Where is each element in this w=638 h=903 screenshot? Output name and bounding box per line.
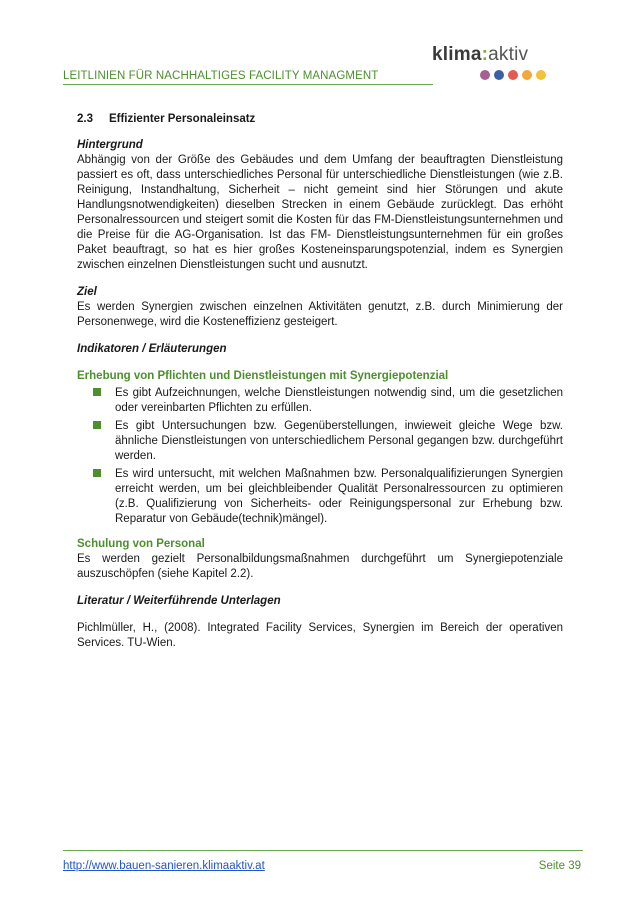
indikatoren-heading: Indikatoren / Erläuterungen — [77, 343, 227, 355]
square-bullet-icon — [93, 388, 101, 396]
logo-dot — [536, 70, 546, 80]
square-bullet-icon — [93, 421, 101, 429]
logo-colon: : — [481, 44, 489, 65]
list-item-text: Es gibt Aufzeichnungen, welche Dienstleistungen notwendig sind, um die gesetzlichen oder vereinbarten Pflichten zu erfüllen. — [115, 387, 563, 414]
page-number: Seite 39 — [538, 860, 581, 872]
schulung-heading: Schulung von Personal — [77, 538, 205, 550]
schulung-text: Es werden gezielt Personalbildungsmaßnahmen durchgeführt um Synergiepotenziale auszuschöpfen (siehe Kapitel 2.2). — [77, 553, 563, 580]
klimaaktiv-logo — [432, 44, 582, 84]
footer-divider — [63, 850, 583, 851]
section-title: 2.3 Effizienter Personaleinsatz — [77, 113, 256, 125]
list-item-text: Es gibt Untersuchungen bzw. Gegenüberstellungen, inwieweit gleiche Wege bzw. ähnliche Dienstleistungen von unterschiedlichem Personal gegangen bzw. durchgeführt werden. — [115, 420, 563, 462]
logo-dots — [480, 70, 546, 80]
hintergrund-heading: Hintergrund — [77, 139, 143, 151]
list-item — [77, 386, 563, 416]
list-item-text: Es wird untersucht, mit welchen Maßnahmen bzw. Personalqualifizierungen Synergien erreicht werden, um bei gleichbleibender Qualität Personalressourcen zu optimieren (z.B. Qualifizierung von Sicherheits- oder Reinigungspersonal zur Erhebung bzw. Reparatur von Gebäude(technik)mängel). — [115, 468, 563, 525]
page-content — [77, 112, 563, 663]
list-item — [77, 467, 563, 527]
square-bullet-icon — [93, 469, 101, 477]
ziel-heading: Ziel — [77, 286, 97, 298]
erhebung-heading: Erhebung von Pflichten und Dienstleistungen mit Synergiepotenzial — [77, 370, 449, 382]
logo-light-part: aktiv — [488, 44, 529, 65]
logo-wordmark — [432, 44, 528, 66]
logo-dot — [508, 70, 518, 80]
erhebung-list — [77, 386, 563, 527]
header-divider — [63, 84, 433, 85]
hintergrund-text: Abhängig von der Größe des Gebäudes und dem Umfang der beauftragten Dienstleistung passiert es oft, dass unterschiedliches Personal für unterschiedliche Dienstleistungen (wie z.B. Reinigung, Instandhaltung, Sicherheit – nicht gemeint sind hier Störungen und akute Handlungsnotwendigkeiten) dieselben Strecken in einem Gebäude zurücklegt. Das erhöht Personalressourcen und steigert somit die Kosten für das FM-Dienstleistungsunternehmen und die Preise für die AG-Organisation. Ist das FM- Dienstleistungsunternehmen für ein großes Paket beauftragt, so hat es hier großes Kosteneinsparungspotenzial, indem es Synergien zwischen einzelnen Dienstleistungen sucht und ausnutzt. — [77, 154, 563, 271]
header-title: LEITLINIEN FÜR NACHHALTIGES FACILITY MANAGMENT — [63, 70, 379, 82]
logo-bold-part: klima — [432, 44, 482, 65]
literatur-heading: Literatur / Weiterführende Unterlagen — [77, 595, 281, 607]
logo-dot — [522, 70, 532, 80]
website-link[interactable]: http://www.bauen-sanieren.klimaaktiv.at — [63, 860, 265, 872]
logo-dot — [480, 70, 490, 80]
logo-dot — [494, 70, 504, 80]
ziel-text: Es werden Synergien zwischen einzelnen Aktivitäten genutzt, z.B. durch Minimierung der Personenwege, wird die Kosteneffizienz gesteigert. — [77, 301, 563, 328]
list-item — [77, 419, 563, 464]
literatur-text: Pichlmüller, H., (2008). Integrated Facility Services, Synergien im Bereich der operativen Services. TU-Wien. — [77, 622, 563, 649]
